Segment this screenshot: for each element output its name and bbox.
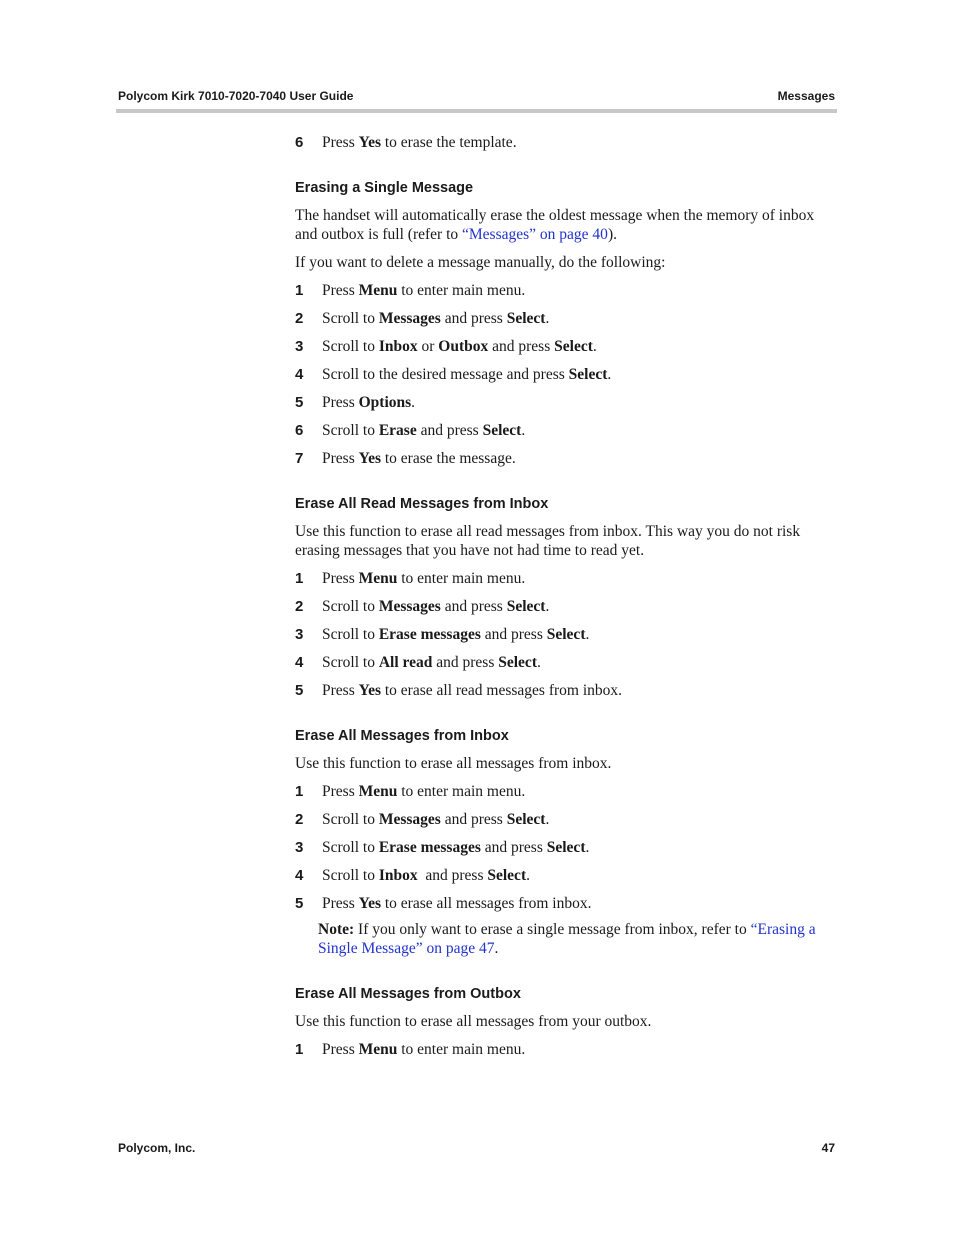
paragraph: Use this function to erase all messages from inbox. [295, 755, 612, 772]
step-number: 2 [295, 310, 304, 327]
step-item: 3 Scroll to Erase messages and press Select. [295, 626, 590, 643]
section-heading-erase-all-read-messages: Erase All Read Messages from Inbox [295, 496, 549, 512]
section-heading-erase-all-outbox: Erase All Messages from Outbox [295, 986, 521, 1002]
paragraph: Use this function to erase all read messages from inbox. This way you do not risk erasing messages that you have not had time to read yet. [295, 523, 801, 559]
step-number: 3 [295, 626, 304, 643]
section-heading-erasing-single-message: Erasing a Single Message [295, 180, 474, 196]
step-number: 6 [295, 134, 304, 151]
step-item: 1 Press Menu to enter main menu. [295, 1041, 526, 1058]
header-rule [116, 109, 837, 113]
step-item: 6 Press Yes to erase the template. [295, 134, 517, 151]
document-title: Polycom Kirk 7010-7020-7040 User Guide [118, 89, 354, 103]
page-number: 47 [821, 1141, 835, 1155]
step-number: 1 [295, 570, 304, 587]
note-label: Note: [318, 921, 355, 938]
step-item: 7 Press Yes to erase the message. [295, 450, 516, 467]
section-heading-erase-all-inbox: Erase All Messages from Inbox [295, 728, 509, 744]
page-body [295, 133, 835, 1068]
step-item: 1 Press Menu to enter main menu. [295, 570, 526, 587]
step-item: 2 Scroll to Messages and press Select. [295, 598, 550, 615]
step-number: 5 [295, 394, 304, 411]
page-header [118, 89, 835, 105]
step-number: 4 [295, 867, 304, 884]
step-item: 3 Scroll to Erase messages and press Select. [295, 839, 590, 856]
page-footer [118, 1141, 835, 1157]
step-number: 2 [295, 598, 304, 615]
step-number: 3 [295, 338, 304, 355]
step-item: 5 Press Yes to erase all messages from inbox. [295, 895, 592, 912]
step-number: 4 [295, 366, 304, 383]
step-number: 6 [295, 422, 304, 439]
step-number: 1 [295, 783, 304, 800]
step-item: 4 Scroll to All read and press Select. [295, 654, 541, 671]
step-item: 6 Scroll to Erase and press Select. [295, 422, 526, 439]
link-erasing-single-message[interactable]: “Erasing a Single Message” on page 47 [318, 921, 816, 957]
paragraph: Use this function to erase all messages from your outbox. [295, 1013, 652, 1030]
paragraph: If you want to delete a message manually, do the following: [295, 254, 666, 271]
company-name: Polycom, Inc. [118, 1141, 196, 1155]
step-number: 3 [295, 839, 304, 856]
step-number: 1 [295, 282, 304, 299]
chapter-title: Messages [777, 89, 835, 103]
step-number: 5 [295, 895, 304, 912]
step-number: 1 [295, 1041, 304, 1058]
step-number: 4 [295, 654, 304, 671]
step-item: 4 Scroll to Inbox and press Select. [295, 867, 530, 884]
step-number: 5 [295, 682, 304, 699]
step-item: 3 Scroll to Inbox or Outbox and press Select. [295, 338, 597, 355]
step-number: 7 [295, 450, 304, 467]
step-item: 4 Scroll to the desired message and press Select. [295, 366, 612, 383]
step-item: 2 Scroll to Messages and press Select. [295, 310, 550, 327]
paragraph: The handset will automatically erase the oldest message when the memory of inbox and outbox is full (refer to “Messages” on page 40). [295, 207, 815, 243]
link-messages-page-40[interactable]: “Messages” on page 40 [462, 226, 608, 243]
step-item: 5 Press Options. [295, 394, 416, 411]
step-number: 2 [295, 811, 304, 828]
step-item: 1 Press Menu to enter main menu. [295, 282, 526, 299]
step-item: 1 Press Menu to enter main menu. [295, 783, 526, 800]
step-item: 2 Scroll to Messages and press Select. [295, 811, 550, 828]
note: Note: If you only want to erase a single message from inbox, refer to “Erasing a Single Message” on page 47. [318, 921, 816, 957]
step-item: 5 Press Yes to erase all read messages from inbox. [295, 682, 623, 699]
